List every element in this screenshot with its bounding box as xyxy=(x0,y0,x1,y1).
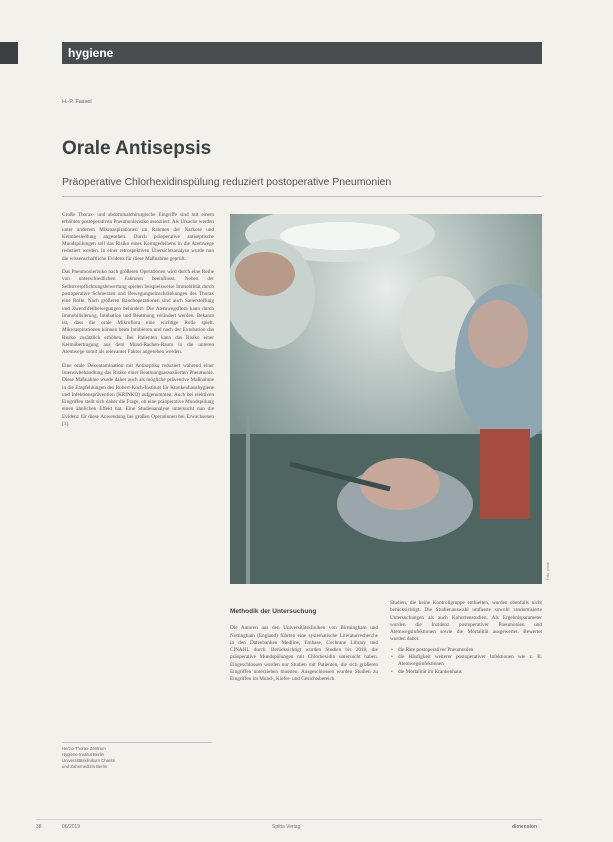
margin-mark xyxy=(0,42,18,64)
article-subtitle: Präoperative Chlorhexidinspülung reduziert postoperative Pneumonien xyxy=(62,176,392,188)
list-item: • die Mortalität im Krankenhaus xyxy=(390,669,542,676)
paragraph: Eine orale Dekontamination mit Antiseptika reduziert während einer Intensivbehandlung das Risiko einer Beatmungsassoziierten Pneumonie. Diese Maßnahme wurde daher auch als mögliche präventive Maßnahme in die Empfehlungen des Robert-Koch-Instituts für Krankenhaushygiene und Infektionsprävention (KRINKO) aufgenommen. Auch bei elektiven Eingriffen stellt sich daher die Frage, ob eine präoperative Mundspülung einen ähnlichen Effekt hat. Eine Studienanalyse untersucht nun die Evidenz für diese Anwendung bei großen Operationen bei Erwachsenen [1]. xyxy=(62,362,214,428)
affiliation-line: Herzo-Thorax-Zentrum xyxy=(62,746,106,751)
footer-divider xyxy=(36,819,542,820)
journal-name: dimension xyxy=(512,824,538,830)
surgery-photo xyxy=(230,214,542,584)
criteria-list xyxy=(390,647,542,676)
article-title: Orale Antisepsis xyxy=(62,138,212,159)
list-item: • die Rate postoperativer Pneumonien xyxy=(390,647,542,654)
affiliation-line: und Zahnmedizin Berlin xyxy=(62,764,108,769)
middle-column xyxy=(230,608,378,684)
right-column xyxy=(390,600,542,676)
publisher: Spitta Verlag xyxy=(272,824,301,830)
issue-date: 06/2019 xyxy=(62,824,81,830)
page-number: 38 xyxy=(36,824,42,830)
list-item: • die Häufigkeit weiterer postoperativer Infektionen wie z. B. Atemwegsinfektionen xyxy=(390,654,542,669)
title-divider xyxy=(62,196,542,197)
photo-credit: Foto: privat xyxy=(546,562,550,580)
affiliation-line: Universitätsklinikum Charité xyxy=(62,758,116,763)
methods-heading: Methodik der Untersuchung xyxy=(230,608,317,615)
paragraph: Die Autoren aus den Universitätskliniken von Birmingham und Nottingham (England) führten eine systematische Literaturrecherche in den Datenbanken Medline, Embase, Cochrane Library und CINAHL durch. Berücksichtigt wurden Studien bis 2018, die präoperative Mundspülungen mit Chlorhexidin untersucht haben. Eingeschlossen wurden nur Studien mit Patienten, die sich größeren Eingriffen unterziehen mussten. Ausgeschlossen wurden Studien zu Eingriffen im Mund-, Kiefer- und Gesichtsbereich. xyxy=(230,625,378,683)
paragraph: Studien, die keine Kontrollgruppe enthielten, wurden ebenfalls nicht berücksichtigt. Die Studienauswahl umfasste sowohl randomisierte Untersuchungen als auch Kohortenstudien. Als Ergebnisparameter wurden die Inzidenz postoperativer Pneumonien und Atemwegsinfektionen sowie die Mortalität ausgewertet. Bewertet wurden dabei: xyxy=(390,600,542,643)
section-label: hygiene xyxy=(62,42,542,64)
author-affiliation xyxy=(62,742,212,770)
paragraph: Das Pneumonierisiko nach größeren Operationen wird durch eine Reihe von unterschiedlichen Faktoren beeinflusst. Neben der Selbstverpflichtungsbewertung spielen beispielsweise Immobilität durch postoperative Schmerzen und Bewegungseinschränkungen des Thorax eine Rolle. Nach größeren Bauchoperationen sind auch Sauerstoffung und Zwerchfellbewegungen behindert. Die Atemwegsflora kann durch Immobilisierung, Intubation und Beatmung verändert werden. Bekannt ist, dass die orale Mikroflora eine wichtige Rolle spielt. Mikroaspirationen können beim Intubieren und nach der Extubation das Risiko zusätzlich erhöhen. Bei Patienten kann das Risiko einer Keimübertragung aus dem Mund-Rachen-Raum in die unteren Atemwege somit als relevanter Faktor angesehen werden. xyxy=(62,269,214,356)
affiliation-line: Hygiene-Institut Berlin xyxy=(62,752,105,757)
paragraph: Große Thorax- und abdominalchirurgische Eingriffe sind mit einem erhöhten postoperativen Pneumonierisiko assoziiert. Als Ursache werden unter anderem Mikroaspirationen im Rahmen der Narkose und Keimbesiedlung angesehen. Durch präoperative antiseptische Mundspülungen soll das Risiko eines Keimgedeihens in die Atemwege reduziert werden. In einer retrospektiven Übersichtsanalyse wurde nun die wissenschaftliche Evidenz für diese Maßnahme geprüft. xyxy=(62,212,214,262)
left-column xyxy=(62,212,214,434)
author: H.-P. Fassel xyxy=(62,99,92,105)
